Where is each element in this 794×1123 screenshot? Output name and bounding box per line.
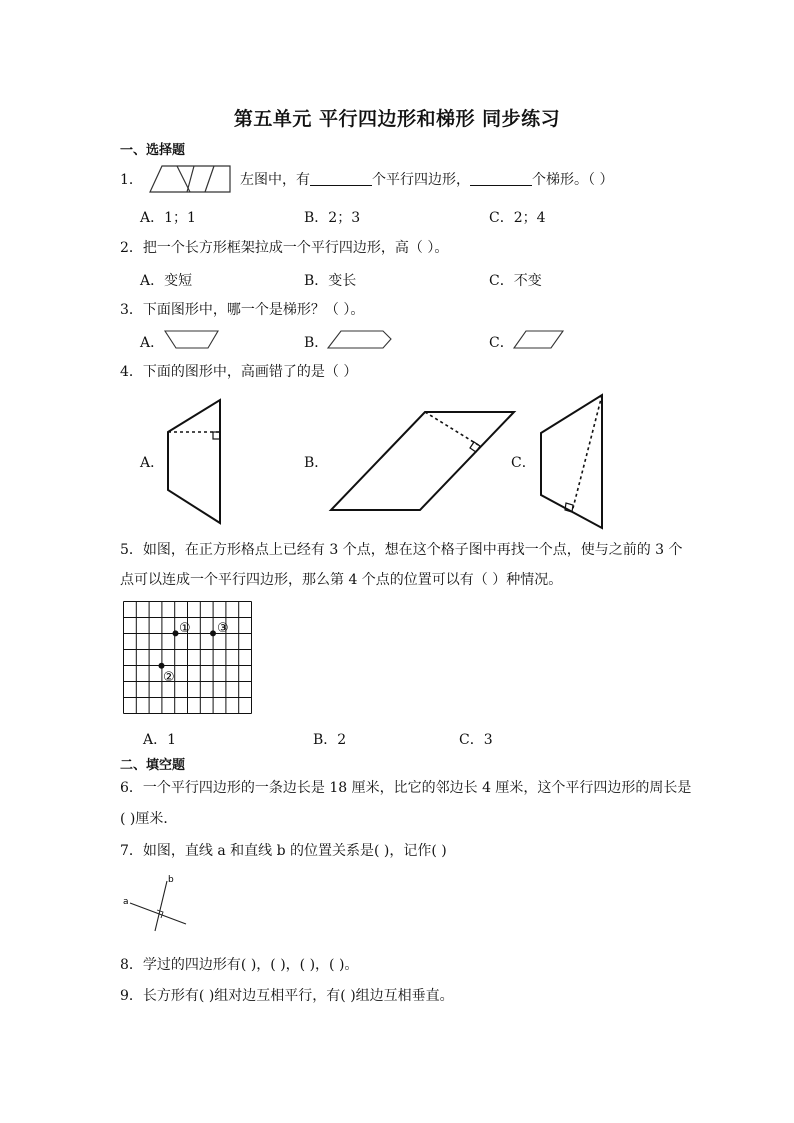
- line-b-label: b: [168, 875, 174, 885]
- q2-question: 2．把一个长方形框架拉成一个平行四边形，高（ ）。: [120, 240, 449, 256]
- q5-question-line1: 5．如图，在正方形格点上已经有 3 个点，想在这个格子图中再找一个点，使与之前的 3 个: [120, 542, 683, 558]
- section-choice-heading: 一、选择题: [120, 143, 186, 158]
- q1-option-c[interactable]: C．2；4: [489, 210, 546, 226]
- q7-question: 7．如图，直线 a 和直线 b 的位置关系是( )，记作( ): [120, 843, 447, 859]
- page-title: 第五单元 平行四边形和梯形 同步练习: [233, 108, 561, 130]
- line-a-label: a: [123, 897, 129, 907]
- q3-question: 3．下面图形中，哪一个是梯形？（ ）。: [120, 302, 365, 318]
- section-fill-heading: 二、填空题: [120, 758, 186, 773]
- q4-figure-c: [535, 390, 610, 532]
- q7-perpendicular-lines-figure: [120, 874, 192, 934]
- grid-point-3: [210, 630, 216, 636]
- q5-grid-figure: [123, 601, 253, 715]
- q5-option-a[interactable]: A．1: [143, 732, 177, 748]
- q1-text-a: 左图中，有: [240, 172, 310, 188]
- q3-figure-c-parallelogram: [513, 330, 565, 350]
- q4-option-b[interactable]: B．: [304, 455, 329, 471]
- q6-question-line1: 6．一个平行四边形的一条边长是 18 厘米，比它的邻边长 4 厘米，这个平行四边形的周长是: [120, 780, 692, 796]
- q1-question: [240, 170, 613, 190]
- grid-point-1: [173, 630, 179, 636]
- q6-question-line2: ( )厘米．: [120, 811, 178, 827]
- q1-blank-1[interactable]: [310, 171, 372, 186]
- q4-question: 4．下面的图形中，高画错了的是（ ）: [120, 364, 358, 380]
- q8-question: 8．学过的四边形有( )，( )，( )，( )。: [120, 957, 359, 973]
- q1-text-c: 个梯形。（ ）: [532, 172, 614, 188]
- q3-option-c[interactable]: C．: [489, 335, 514, 351]
- q3-figure-b-pentagon: [327, 330, 393, 350]
- q5-option-b[interactable]: B．2: [313, 732, 347, 748]
- q4-option-c[interactable]: C．: [511, 455, 536, 471]
- grid-label-2: ②: [163, 670, 175, 685]
- q1-trapezoid-figure: [148, 164, 238, 194]
- grid-label-3: ③: [217, 621, 229, 636]
- q1-number: 1．: [120, 172, 143, 188]
- q4-option-a[interactable]: A．: [140, 455, 165, 471]
- grid-label-1: ①: [179, 621, 191, 636]
- q4-figure-a: [160, 395, 230, 530]
- grid-point-2: [159, 663, 165, 669]
- q3-figure-a-trapezoid: [164, 330, 220, 350]
- q1-blank-2[interactable]: [470, 171, 532, 186]
- grid-lines: [124, 602, 252, 714]
- q4-figure-b: [328, 408, 518, 514]
- q2-option-a[interactable]: A．变短: [140, 273, 193, 289]
- q5-option-c[interactable]: C．3: [459, 732, 493, 748]
- q1-option-a[interactable]: A．1；1: [140, 210, 196, 226]
- q5-question-line2: 点可以连成一个平行四边形，那么第 4 个点的位置可以有（ ）种情况。: [120, 572, 563, 588]
- q3-option-a[interactable]: A．: [140, 335, 165, 351]
- q3-option-b[interactable]: B．: [304, 335, 329, 351]
- q9-question: 9．长方形有( )组对边互相平行，有( )组边互相垂直。: [120, 988, 454, 1004]
- q2-option-b[interactable]: B．变长: [304, 273, 357, 289]
- q1-option-b[interactable]: B．2；3: [304, 210, 361, 226]
- q2-option-c[interactable]: C．不变: [489, 273, 542, 289]
- q1-text-b: 个平行四边形，: [372, 172, 470, 188]
